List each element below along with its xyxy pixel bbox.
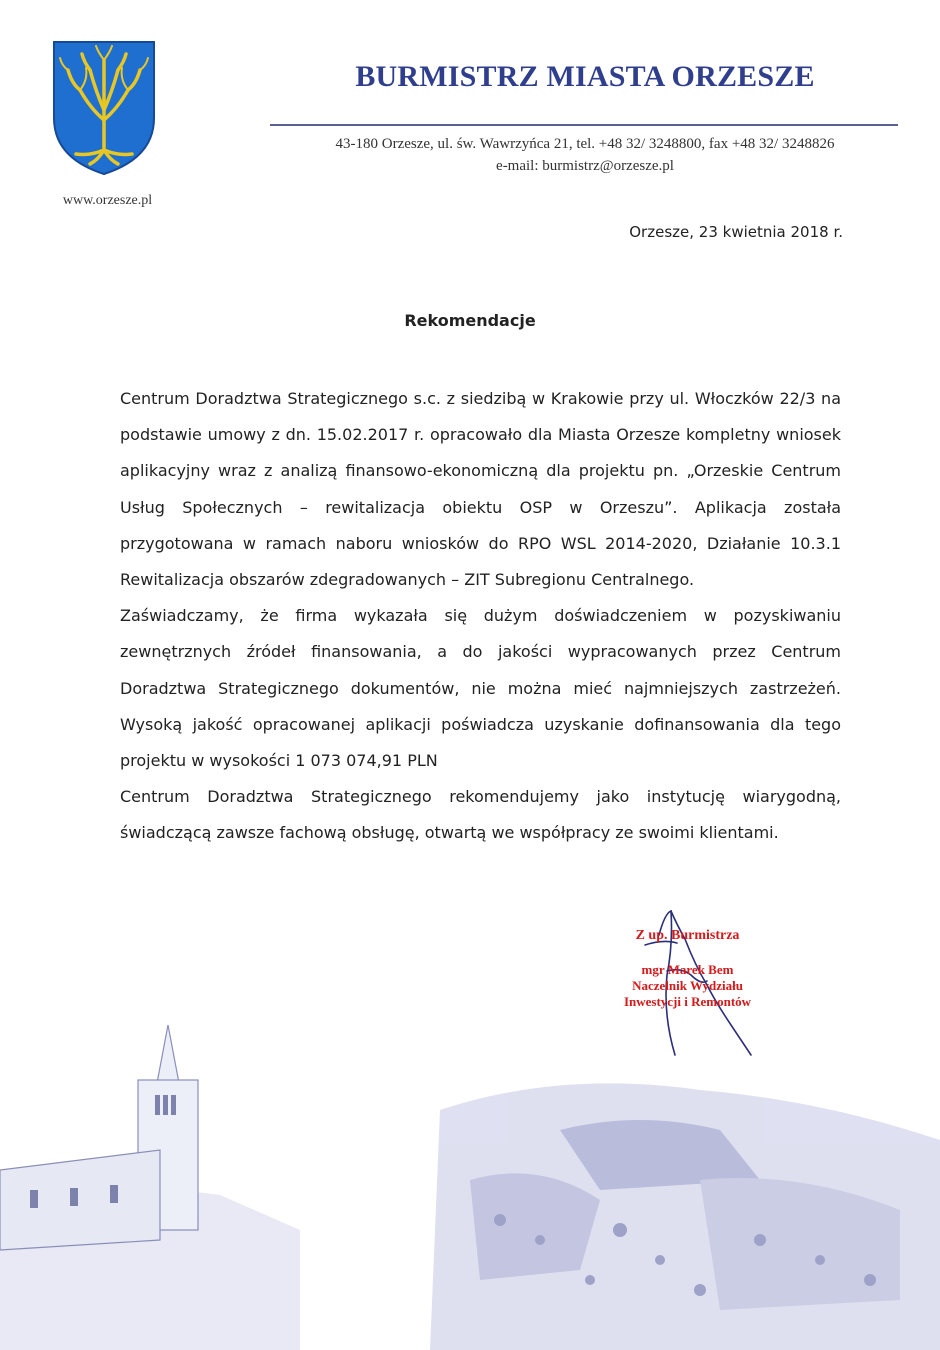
letter-heading: Rekomendacje — [404, 311, 536, 330]
signatory-department: Inwestycji i Remontów — [623, 994, 752, 1009]
letterhead-divider — [270, 124, 898, 126]
email-line: e-mail: burmistrz@orzesze.pl — [496, 158, 674, 174]
body-paragraph: Centrum Doradztwa Strategicznego rekomendujemy jako instytucję wiarygodną, świadczącą zawsze fachową obsługę, otwartą we współpracy ze swoimi klientami. — [120, 787, 841, 843]
website-url: www.orzesze.pl — [62, 193, 153, 208]
letterhead-address — [270, 133, 900, 177]
address-line: 43-180 Orzesze, ul. św. Wawrzyńca 21, tel. +48 32/ 3248800, fax +48 32/ 3248826 — [335, 136, 835, 152]
letter-date: Orzesze, 23 kwietnia 2018 r. — [629, 223, 843, 241]
signatory-title: Naczelnik Wydziału — [632, 978, 743, 993]
coat-of-arms-icon — [50, 40, 158, 176]
body-paragraph: Zaświadczamy, że firma wykazała się dużym doświadczeniem w pozyskiwaniu zewnętrznych źródeł finansowania, a do jakości wypracowanych przez Centrum Doradztwa Strategicznego dokumentów, nie można mieć najmniejszych zastrzeżeń. Wysoką jakość opracowanej aplikacji poświadcza uzyskanie dofinansowania dla tego projektu w wysokości 1 073 074,91 PLN — [120, 606, 841, 771]
town-watermark-illustration — [0, 980, 940, 1350]
signature-line: Z up. Burmistrza — [635, 928, 740, 943]
letterhead-title: BURMISTRZ MIASTA ORZESZE — [355, 60, 815, 93]
letter-body — [120, 381, 841, 852]
body-paragraph: Centrum Doradztwa Strategicznego s.c. z siedzibą w Krakowie przy ul. Włoczków 22/3 na podstawie umowy z dn. 15.02.2017 r. opracowało dla Miasta Orzesze kompletny wniosek aplikacyjny wraz z analizą finansowo-ekonomiczną dla projektu pn. „Orzeskie Centrum Usług Społecznych – rewitalizacja obiektu OSP w Orzeszu”. Aplikacja została przygotowana w ramach naboru wniosków do RPO WSL 2014-2020, Działanie 10.3.1 Rewitalizacja obszarów zdegradowanych – ZIT Subregionu Centralnego. — [120, 389, 841, 590]
signatory-name: mgr Marek Bem — [641, 962, 734, 977]
